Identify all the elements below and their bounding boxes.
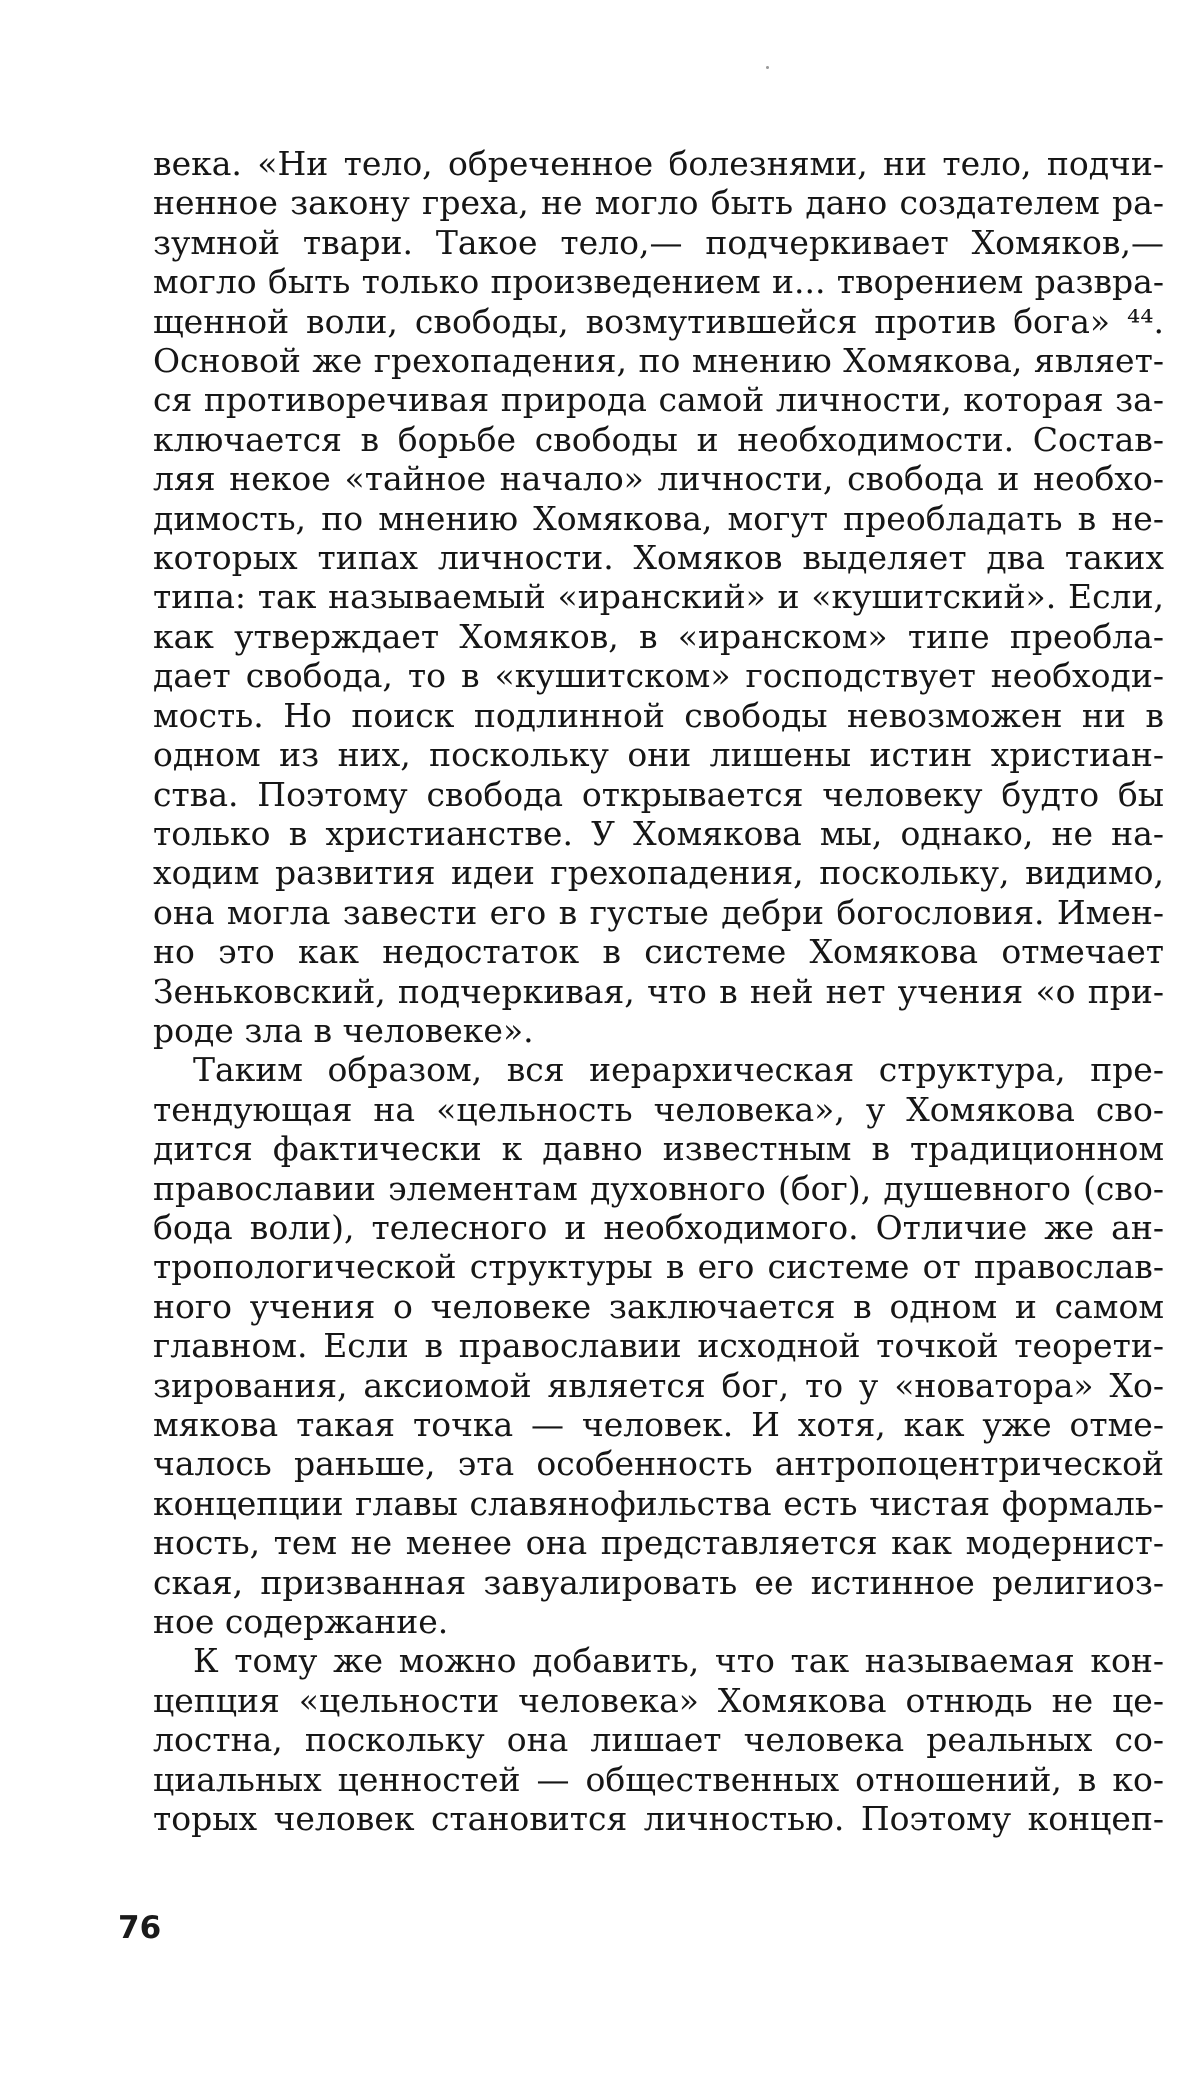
paragraph-1 xyxy=(153,144,1164,1050)
text-line: мость. Но поиск подлинной свободы невозможен ни в xyxy=(153,695,1164,735)
text-line: бода воли), телесного и необходимого. Отличие же ан- xyxy=(153,1207,1164,1247)
paragraph-2 xyxy=(153,1050,1164,1641)
print-speck xyxy=(766,66,769,69)
text-line: ства. Поэтому свобода открывается человеку будто бы xyxy=(153,774,1164,814)
text-line: мякова такая точка — человек. И хотя, как уже отме- xyxy=(153,1405,1164,1444)
text-line: торых человек становится личностью. Поэтому концеп- xyxy=(153,1799,1164,1839)
text-line: типа: так называемый «иранский» и «кушитский». Если, xyxy=(153,577,1164,617)
text-line: но это как недостаток в системе Хомякова отмечает xyxy=(153,932,1164,972)
text-line: одном из них, поскольку они лишены истин христиан- xyxy=(153,735,1164,775)
text-line: ся противоречивая природа самой личности, которая за- xyxy=(153,380,1164,420)
text-line: дает свобода, то в «кушитском» господствует необходи- xyxy=(153,656,1164,696)
text-line: чалось раньше, эта особенность антропоцентрической xyxy=(153,1444,1164,1484)
text-line: ская, призванная завуалировать ее истинное религиоз- xyxy=(153,1562,1164,1602)
text-line: димость, по мнению Хомякова, могут преобладать в не- xyxy=(153,498,1164,538)
text-line: зумной твари. Такое тело,— подчеркивает Хомяков,— xyxy=(153,222,1164,262)
text-line: ность, тем не менее она представляется как модернист- xyxy=(153,1523,1164,1563)
body-text xyxy=(153,144,1164,1838)
text-line: Зеньковский, подчеркивая, что в ней нет учения «о при- xyxy=(153,971,1164,1011)
text-line: ненное закону греха, не могло быть дано создателем ра- xyxy=(153,183,1164,223)
paragraph-3 xyxy=(153,1641,1164,1838)
text-line: она могла завести его в густые дебри богословия. Имен- xyxy=(153,892,1164,932)
text-line: зирования, аксиомой является бог, то у «новатора» Хо- xyxy=(153,1365,1164,1405)
text-line: ного учения о человеке заключается в одном и самом xyxy=(153,1286,1164,1326)
text-line: лостна, поскольку она лишает человека реальных со- xyxy=(153,1720,1164,1760)
text-line: концепции главы славянофильства есть чистая формаль- xyxy=(153,1483,1164,1523)
text-line: которых типах личности. Хомяков выделяет два таких xyxy=(153,538,1164,578)
text-line: главном. Если в православии исходной точкой теорети- xyxy=(153,1326,1164,1366)
text-line: могло быть только произведением и... творением развра- xyxy=(153,262,1164,302)
text-line: щенной воли, свободы, возмутившейся против бога» ⁴⁴. xyxy=(153,301,1164,341)
text-line: православии элементам духовного (бог), душевного (сво- xyxy=(153,1168,1164,1208)
text-line: только в христианстве. У Хомякова мы, однако, не на- xyxy=(153,813,1164,853)
text-line: роде зла в человеке». xyxy=(153,1010,534,1050)
text-line: К тому же можно добавить, что так называемая кон- xyxy=(193,1641,1164,1681)
page-number: 76 xyxy=(118,1910,162,1946)
text-line: века. «Ни тело, обреченное болезнями, ни тело, подчи- xyxy=(153,144,1164,183)
text-line: тендующая на «цельность человека», у Хомякова сво- xyxy=(153,1089,1164,1129)
text-line: Таким образом, вся иерархическая структура, пре- xyxy=(193,1050,1164,1090)
text-line: цепция «цельности человека» Хомякова отнюдь не це- xyxy=(153,1680,1164,1720)
text-line: тропологической структуры в его системе от православ- xyxy=(153,1247,1164,1287)
text-line: дится фактически к давно известным в традиционном xyxy=(153,1129,1164,1169)
text-line: циальных ценностей — общественных отношений, в ко- xyxy=(153,1759,1164,1799)
text-line: Основой же грехопадения, по мнению Хомякова, являет- xyxy=(153,341,1164,381)
text-line: ключается в борьбе свободы и необходимости. Состав- xyxy=(153,419,1164,459)
text-line: ходим развития идеи грехопадения, поскольку, видимо, xyxy=(153,853,1164,893)
text-line: как утверждает Хомяков, в «иранском» типе преобла- xyxy=(153,616,1164,656)
text-line: ляя некое «тайное начало» личности, свобода и необхо- xyxy=(153,459,1164,499)
text-line: ное содержание. xyxy=(153,1602,449,1642)
